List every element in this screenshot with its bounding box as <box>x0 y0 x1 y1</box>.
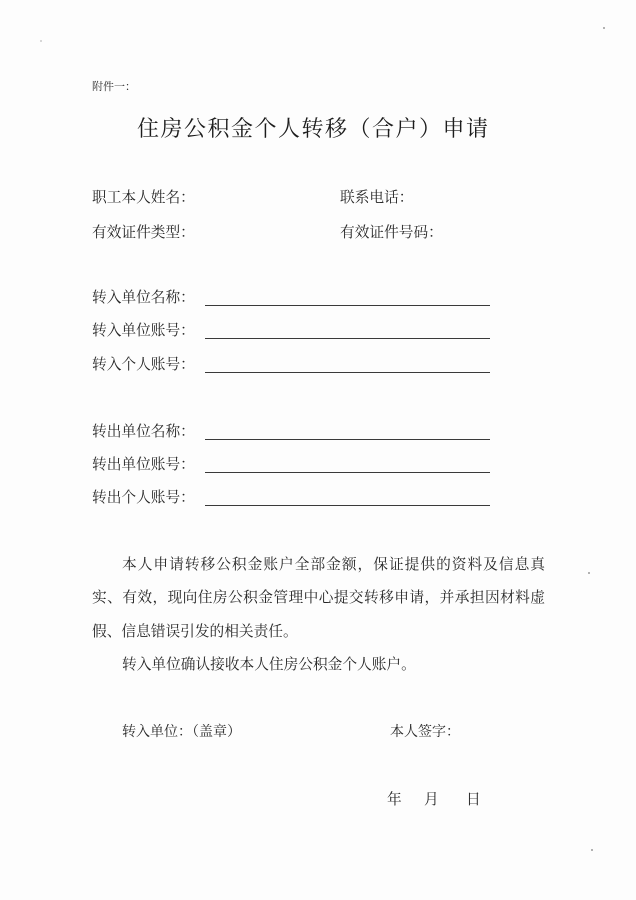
transfer-out-personal-account-label: 转出个人账号： <box>92 489 195 506</box>
transfer-in-unit-account-blank <box>205 338 490 339</box>
date-month-label: 月 <box>424 791 439 808</box>
date-day-label: 日 <box>466 791 481 808</box>
applicant-name-label: 职工本人姓名： <box>92 189 195 206</box>
scan-speck <box>591 849 593 851</box>
transfer-out-unit-name-label: 转出单位名称： <box>92 423 195 440</box>
transfer-in-unit-name-label: 转入单位名称： <box>92 289 195 306</box>
transfer-out-unit-account-blank <box>205 472 490 473</box>
transfer-out-unit-account-label: 转出单位账号： <box>92 456 195 473</box>
transfer-in-unit-account-label: 转入单位账号： <box>92 322 195 339</box>
transfer-out-personal-account-blank <box>205 505 490 506</box>
document-title: 住房公积金个人转移（合户）申请 <box>137 117 490 142</box>
phone-label: 联系电话： <box>340 189 414 206</box>
confirmation-statement: 转入单位确认接收本人住房公积金个人账户。 <box>122 656 416 673</box>
attachment-label: 附件一： <box>92 80 136 93</box>
declaration-line: 本人申请转移公积金账户全部金额，保证提供的资料及信息真 <box>122 556 545 573</box>
transfer-in-personal-account-blank <box>205 372 490 373</box>
id-number-label: 有效证件号码： <box>340 224 443 241</box>
scan-speck <box>40 40 42 42</box>
applicant-signature-label: 本人签字： <box>390 724 460 740</box>
scan-speck <box>588 572 590 574</box>
transfer-in-personal-account-label: 转入个人账号： <box>92 356 195 373</box>
scan-speck <box>603 27 605 29</box>
declaration-line: 实、有效，现向住房公积金管理中心提交转移申请，并承担因材料虚 <box>92 589 545 606</box>
transfer-in-unit-name-blank <box>205 305 490 306</box>
declaration-line: 假、信息错误引发的相关责任。 <box>92 623 298 640</box>
transfer-out-unit-name-blank <box>205 439 490 440</box>
id-type-label: 有效证件类型： <box>92 224 195 241</box>
unit-seal-label: 转入单位：（盖章） <box>122 724 241 740</box>
date-year-label: 年 <box>387 791 402 808</box>
